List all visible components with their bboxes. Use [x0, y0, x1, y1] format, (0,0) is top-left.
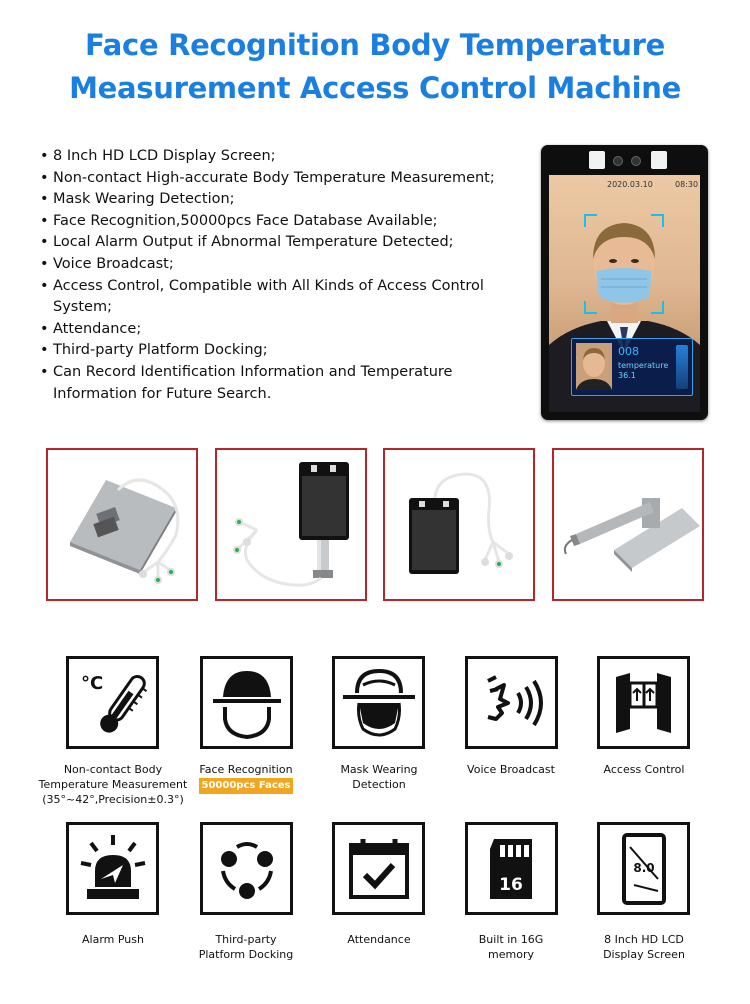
caption-line: Platform Docking — [198, 948, 294, 961]
voice-broadcast-icon — [465, 656, 558, 749]
camera-lens — [613, 156, 623, 166]
faces-badge: 50000pcs Faces — [199, 778, 294, 794]
temperature-label: temperature — [618, 361, 669, 370]
feature-item: • 8 Inch HD LCD Display Screen; — [40, 146, 520, 168]
caption-line: Voice Broadcast — [467, 763, 555, 776]
camera-lens — [631, 156, 641, 166]
feature-item: • Local Alarm Output if Abnormal Temperature Detected; — [40, 232, 520, 254]
feature-item: • Mask Wearing Detection; — [40, 189, 520, 211]
product-photo-device-cables — [383, 448, 535, 601]
feature-list — [40, 146, 520, 405]
caption-line: memory — [488, 948, 534, 961]
access-gate-icon — [597, 656, 690, 749]
face-thumbnail — [576, 343, 612, 390]
thermometer-icon — [66, 656, 159, 749]
caption-line: (35°~42°,Precision±0.3°) — [42, 793, 184, 806]
product-photo-mounting-plate — [46, 448, 198, 601]
person-id: 008 — [618, 345, 639, 358]
caption-voice — [436, 762, 586, 777]
screen-size-label: 8.0 — [633, 861, 655, 875]
caption-line: 8 Inch HD LCD — [604, 933, 684, 946]
sd-card-label: 16 — [499, 875, 523, 895]
device-screen — [549, 175, 700, 412]
status-bar — [676, 345, 688, 389]
feature-item: • Face Recognition,50000pcs Face Database Available; — [40, 211, 520, 233]
title-line-2: Measurement Access Control Machine — [69, 71, 681, 105]
caption-access — [569, 762, 719, 777]
product-photo-wall-bracket — [552, 448, 704, 601]
network-icon — [200, 822, 293, 915]
ir-sensor-left — [589, 151, 605, 169]
tablet-icon — [597, 822, 690, 915]
caption-line: Third-party — [215, 933, 277, 946]
feature-item: • Can Record Identification Information and Temperature Information for Future Search. — [40, 362, 520, 405]
sd-card-icon — [465, 822, 558, 915]
face-recognition-icon — [200, 656, 293, 749]
caption-line: Face Recognition — [199, 763, 293, 776]
caption-attendance — [304, 932, 454, 947]
caption-line: Temperature Measurement — [38, 778, 188, 791]
feature-item: • Access Control, Compatible with All Kinds of Access Control System; — [40, 276, 520, 319]
svg-text:°C: °C — [81, 673, 104, 694]
caption-line: Access Control — [603, 763, 685, 776]
caption-line: Mask Wearing — [340, 763, 418, 776]
device-image — [541, 145, 708, 420]
calendar-check-icon — [332, 822, 425, 915]
caption-line: Attendance — [347, 933, 411, 946]
caption-alarm — [38, 932, 188, 947]
recognition-panel — [571, 338, 693, 396]
mask-icon — [332, 656, 425, 749]
caption-face-recognition — [171, 762, 321, 794]
title-line-1: Face Recognition Body Temperature — [84, 28, 666, 62]
screen-time: 08:30 — [675, 180, 699, 189]
caption-line: Built in 16G — [478, 933, 544, 946]
alarm-light-icon — [66, 822, 159, 915]
caption-line: Non-contact Body — [63, 763, 163, 776]
caption-temperature — [38, 762, 188, 807]
product-photo-with-pole — [215, 448, 367, 601]
feature-item: • Non-contact High-accurate Body Temperature Measurement; — [40, 168, 520, 190]
screen-date: 2020.03.10 — [607, 180, 653, 189]
caption-line: Display Screen — [603, 948, 685, 961]
feature-item: • Attendance; — [40, 319, 520, 341]
caption-display — [569, 932, 719, 962]
caption-platform — [171, 932, 321, 962]
ir-sensor-right — [651, 151, 667, 169]
caption-line: Detection — [352, 778, 406, 791]
feature-item: • Third-party Platform Docking; — [40, 340, 520, 362]
caption-line: Alarm Push — [82, 933, 144, 946]
caption-mask — [304, 762, 454, 792]
temperature-value: 36.1 — [618, 371, 636, 380]
caption-memory — [436, 932, 586, 962]
page-title — [0, 24, 750, 110]
feature-item: • Voice Broadcast; — [40, 254, 520, 276]
